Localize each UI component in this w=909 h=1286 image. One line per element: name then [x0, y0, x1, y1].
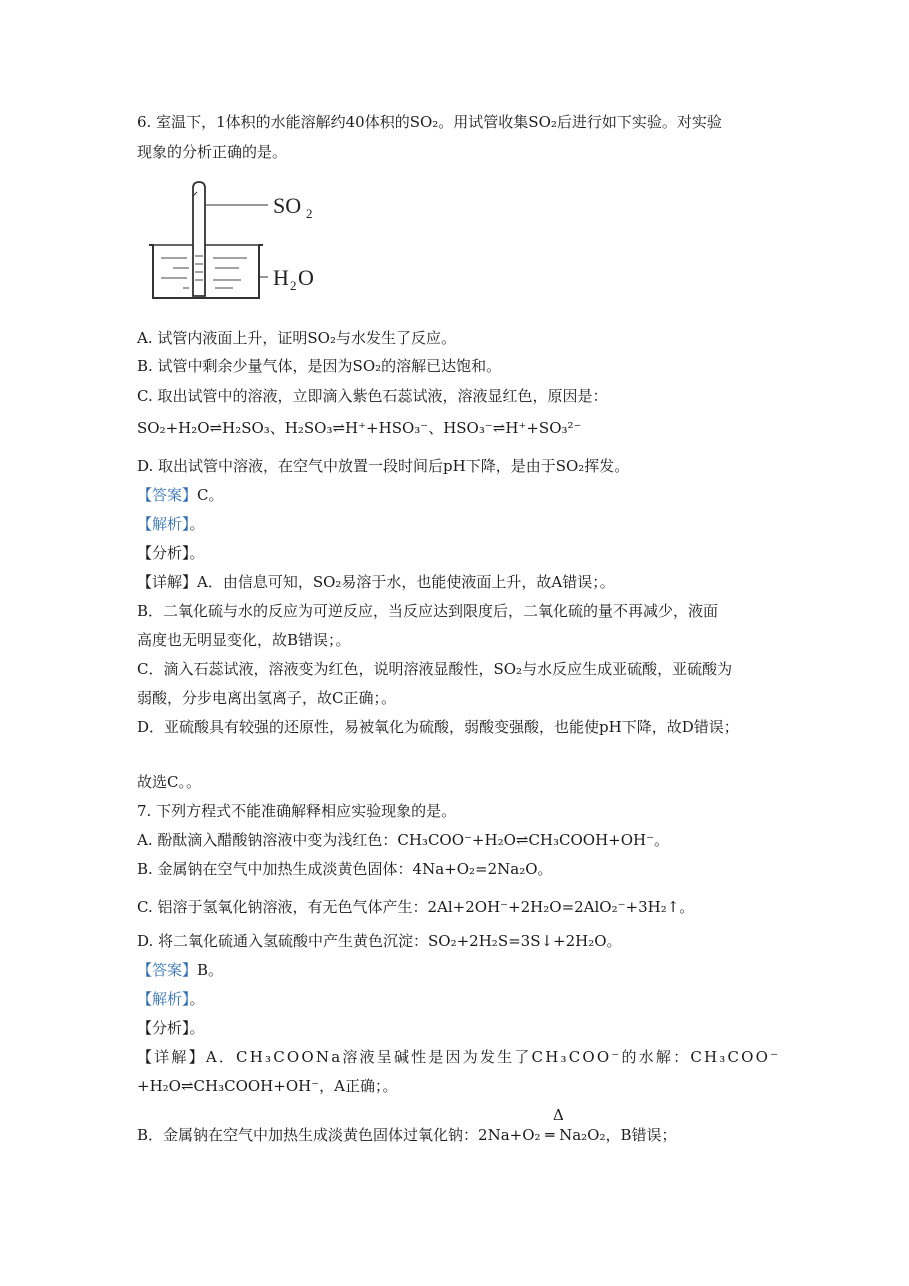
q7-detail-1b: +H₂O⇌CH₃COOH+OH⁻，A正确；。 [137, 1077, 398, 1095]
q6-option-c: C. 取出试管中的溶液，立即滴入紫色石蕊试液，溶液显红色，原因是： [137, 387, 608, 405]
q7-fenxi [137, 1017, 205, 1039]
gas-label: SO [273, 193, 302, 218]
q6-analysis [137, 513, 205, 535]
heating-delta-symbol: Δ [553, 1106, 564, 1124]
q6-answer [137, 484, 224, 506]
analysis-tag: 【解析】 [137, 990, 190, 1008]
q6-option-d: D. 取出试管中溶液，在空气中放置一段时间后pH下降，是由于SO₂挥发。 [137, 457, 630, 475]
detail-tag: 【详解】 [137, 1048, 206, 1066]
q7-option-b: B. 金属钠在空气中加热生成淡黄色固体：4Na+O₂=2Na₂O。 [137, 860, 553, 878]
q7-option-a: A. 酚酞滴入醋酸钠溶液中变为浅红色：CH₃COO⁻+H₂O⇌CH₃COOH+OH⁻。 [137, 831, 670, 849]
q6-option-a: A. 试管内液面上升，证明SO₂与水发生了反应。 [137, 329, 456, 347]
q6-detail-3a: C．滴入石蕊试液，溶液变为红色，说明溶液显酸性，SO₂与水反应生成亚硫酸，亚硫酸为 [137, 660, 733, 678]
q6-detail-2b: 高度也无明显变化，故B错误；。 [137, 631, 351, 649]
q7-detail-1a [137, 1046, 780, 1068]
water-label-tail: O [298, 265, 314, 290]
detail-tag: 【详解】 [137, 573, 198, 591]
q6-detail-2a: B．二氧化硫与水的反应为可逆反应，当反应达到限度后，二氧化硫的量不再减少，液面 [137, 602, 719, 620]
q7-analysis [137, 988, 205, 1010]
water-label: H [273, 265, 289, 290]
q6-fenxi [137, 542, 205, 564]
analysis-tag: 【解析】 [137, 515, 190, 533]
q6-option-c-equation: SO₂+H₂O⇌H₂SO₃、H₂SO₃⇌H⁺+HSO₃⁻、HSO₃⁻⇌H⁺+SO₃²⁻ [137, 419, 582, 437]
answer-tag: 【答案】 [137, 486, 198, 504]
gas-label-sub: 2 [306, 206, 313, 221]
q6-stem-line2: 现象的分析正确的是。 [137, 143, 288, 161]
q6-detail-4: D．亚硫酸具有较强的还原性，易被氧化为硫酸，弱酸变强酸，也能使pH下降，故D错误； [137, 718, 739, 736]
q6-detail-3b: 弱酸，分步电离出氢离子，故C正确；。 [137, 689, 396, 707]
fenxi-value: 。 [189, 1019, 205, 1037]
answer-tag: 【答案】 [137, 961, 198, 979]
water-label-sub: 2 [290, 278, 297, 293]
q7-stem: 7. 下列方程式不能准确解释相应实验现象的是。 [137, 802, 457, 820]
analysis-value: 。 [189, 990, 205, 1008]
q6-conclusion: 故选C。。 [137, 773, 201, 791]
detail-1-text: A．由信息可知，SO₂易溶于水，也能使液面上升，故A错误；。 [197, 573, 615, 591]
detail-1a-text: A．CH₃COONa溶液呈碱性是因为发生了CH₃COO⁻的水解：CH₃COO⁻ [205, 1048, 781, 1066]
fenxi-tag: 【分析】 [137, 544, 190, 562]
answer-value: C。 [197, 486, 224, 504]
answer-value: B。 [197, 961, 224, 979]
fenxi-tag: 【分析】 [137, 1019, 190, 1037]
analysis-value: 。 [189, 515, 205, 533]
q6-option-b: B. 试管中剩余少量气体，是因为SO₂的溶解已达饱和。 [137, 357, 502, 375]
test-tube-diagram [143, 178, 343, 313]
fenxi-value: 。 [189, 544, 205, 562]
q7-option-d: D. 将二氧化硫通入氢硫酸中产生黄色沉淀：SO₂+2H₂S=3S↓+2H₂O。 [137, 932, 622, 950]
q7-option-c: C. 铝溶于氢氧化钠溶液，有无色气体产生：2Al+2OH⁻+2H₂O=2AlO₂⁻+3H₂↑。 [137, 898, 695, 916]
q6-detail-1 [137, 571, 615, 593]
q7-answer [137, 959, 223, 981]
q7-detail-2: B．金属钠在空气中加热生成淡黄色固体过氧化钠：2Na+O₂ ═ Na₂O₂，B错误； [137, 1126, 677, 1144]
q6-stem-line1: 6. 室温下，1体积的水能溶解约40体积的SO₂。用试管收集SO₂后进行如下实验。对实验 [137, 113, 722, 131]
